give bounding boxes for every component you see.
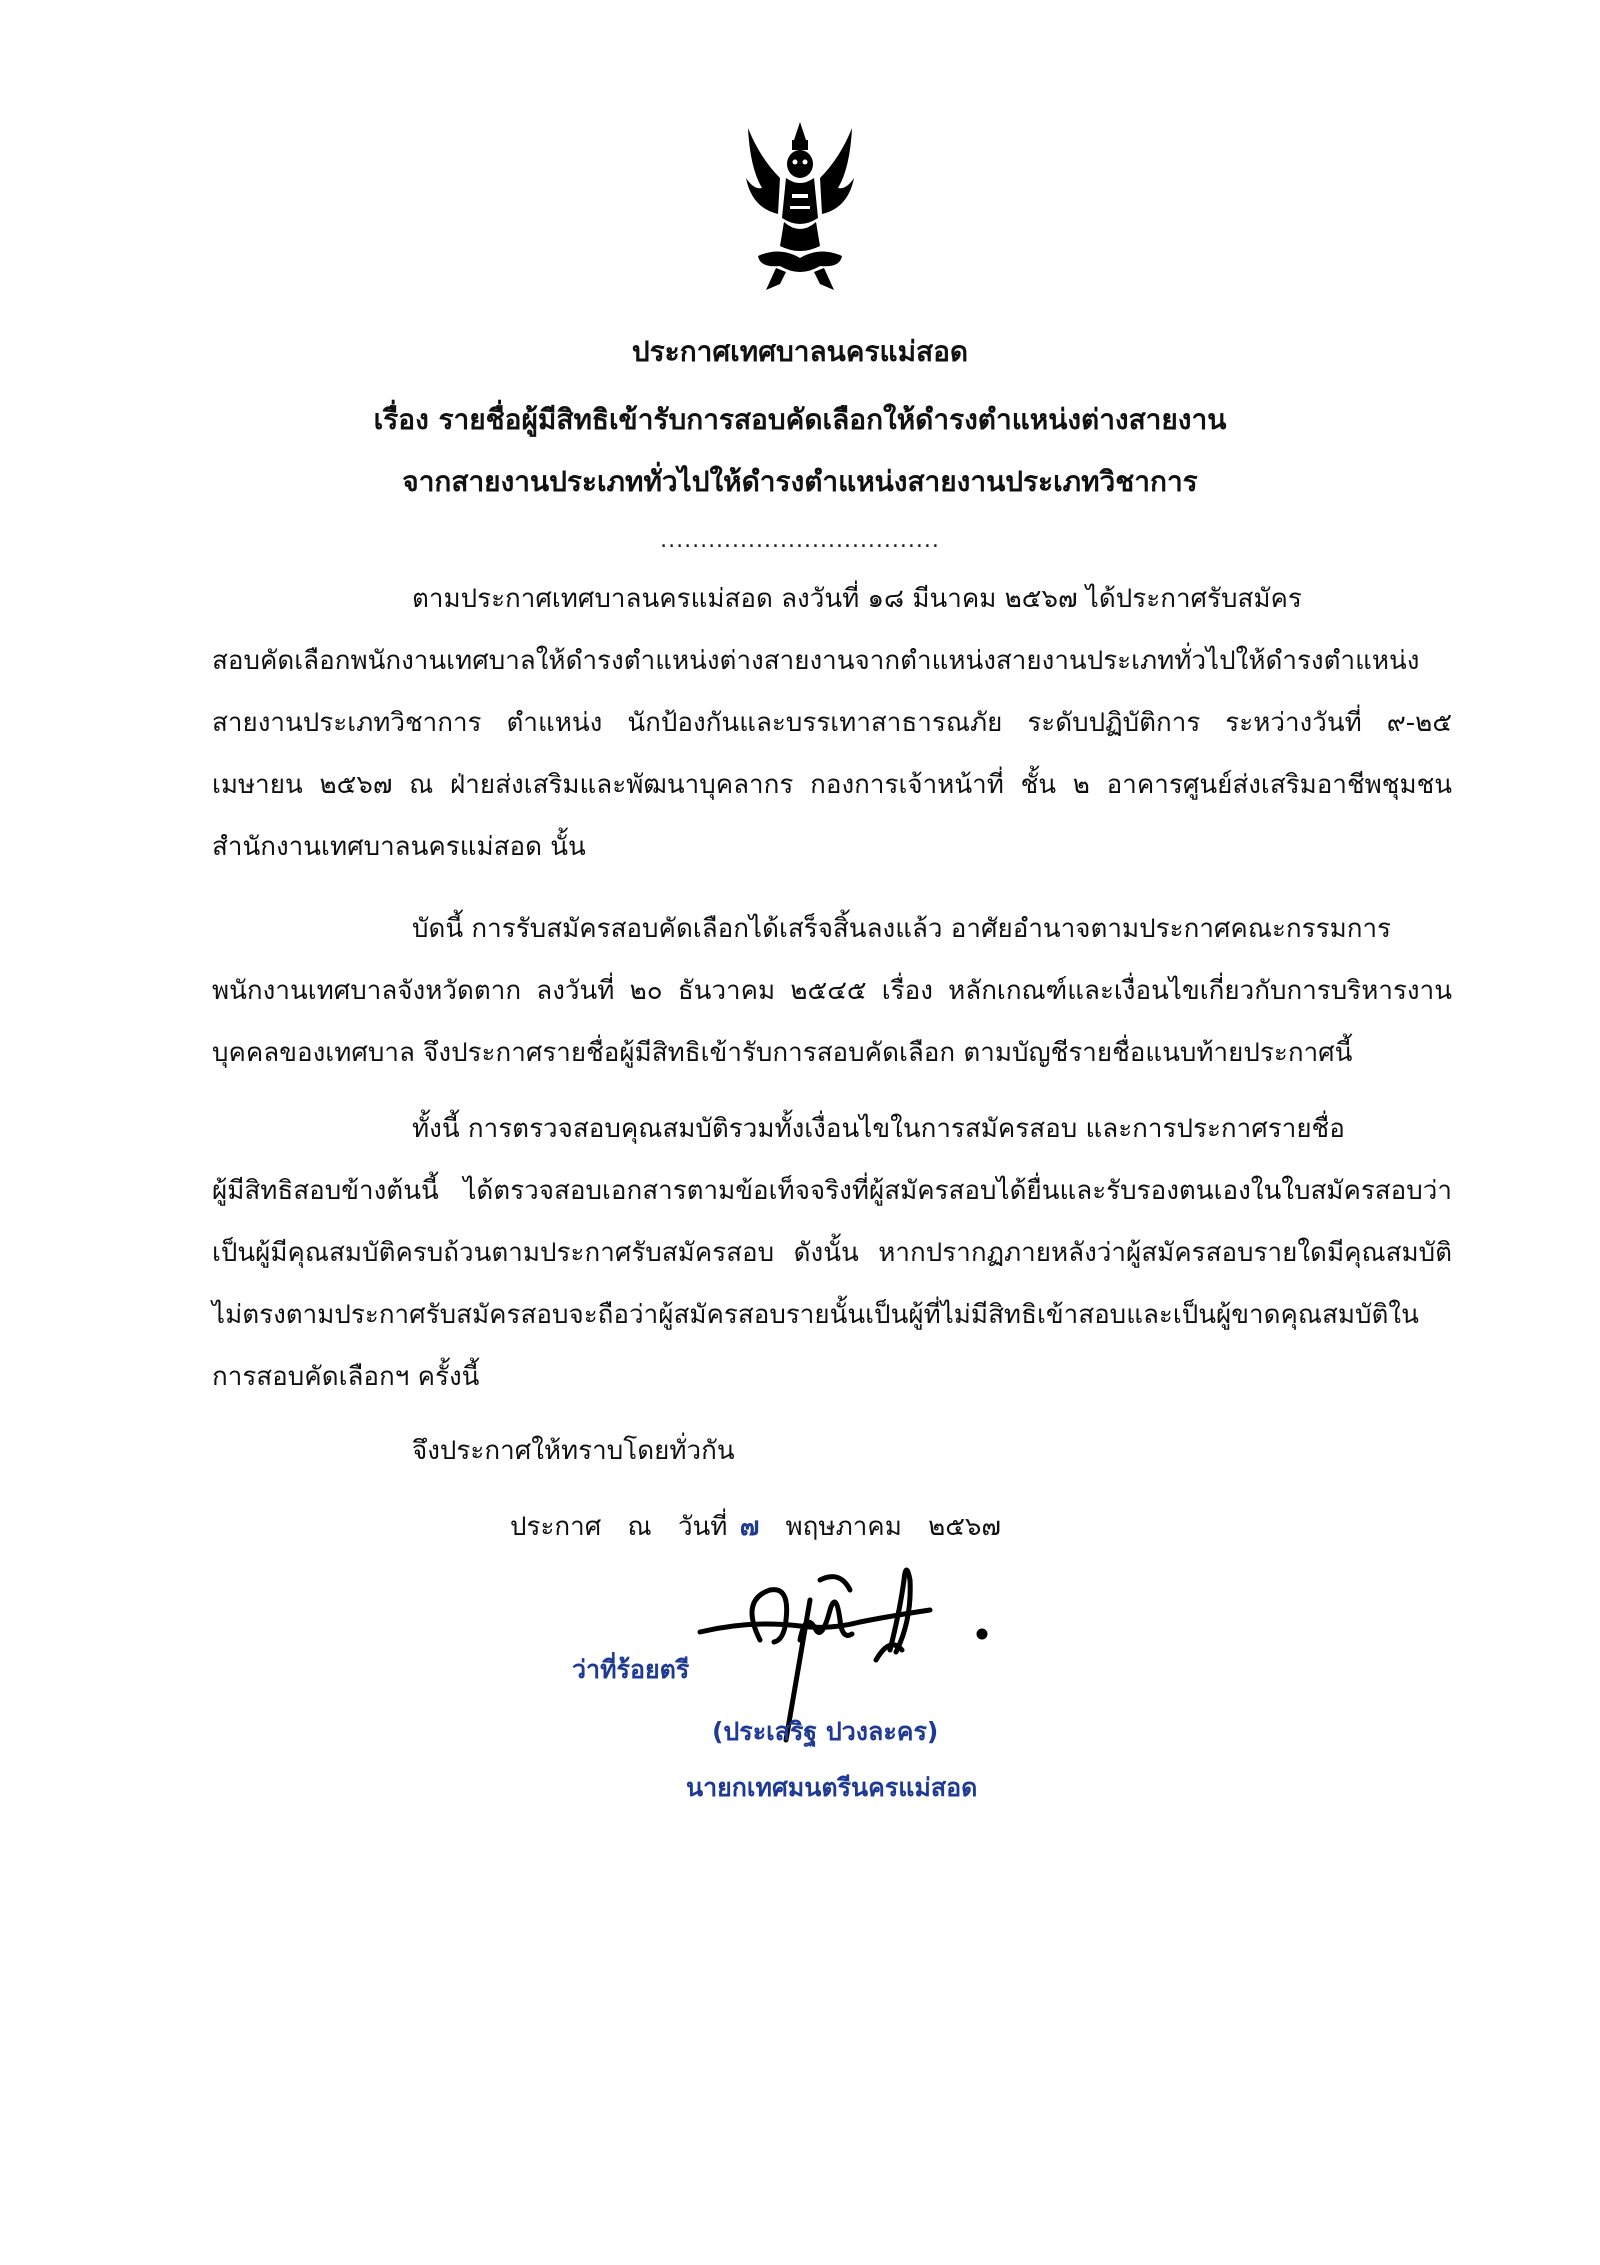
closing-statement: จึงประกาศให้ทราบโดยทั่วกัน (412, 1436, 735, 1466)
paragraph-background (212, 568, 1452, 878)
paragraph-background-text: สอบคัดเลือกพนักงานเทศบาลให้ดำรงตำแหน่งต่างสายงานจากตำแหน่งสายงานประเภททั่วไปให้ดำรงตำแหน่งสายงานประเภทวิชาการ ตำแหน่ง นักป้องกันและบรรเทาสาธารณภัย ระดับปฏิบัติการ ระหว่างวันที่ ๙-๒๕ เมษายน ๒๕๖๗ ณ ฝ่ายส่งเสริมและพัฒนาบุคลากร กองการเจ้าหน้าที่ ชั้น ๒ อาคารศูนย์ส่งเสริมอาชีพชุมชน สำนักงานเทศบาลนครแม่สอด นั้น (212, 646, 1452, 862)
paragraph-background-first-line: ตามประกาศเทศบาลนครแม่สอด ลงวันที่ ๑๘ มีนาคม ๒๕๖๗ ได้ประกาศรับสมัคร (412, 584, 1302, 614)
date-at: ณ (627, 1512, 652, 1542)
date-day-label: วันที่ (677, 1512, 728, 1542)
signatory-title: นายกเทศมนตรีนครแม่สอด (686, 1773, 978, 1802)
paragraph-announcement-first-line: บัดนี้ การรับสมัครสอบคัดเลือกได้เสร็จสิ้นลงแล้ว อาศัยอำนาจตามประกาศคณะกรรมการ (412, 914, 1392, 944)
paragraph-announcement (212, 898, 1452, 1084)
date-month: พฤษภาคม (785, 1512, 902, 1542)
paragraph-conditions-text: ผู้มีสิทธิสอบข้างต้นนี้ ได้ตรวจสอบเอกสารตามข้อเท็จจริงที่ผู้สมัครสอบได้ยื่นและรับรองตนเองในใบสมัครสอบว่าเป็นผู้มีคุณสมบัติครบถ้วนตามประกาศรับสมัครสอบ ดังนั้น หากปรากฏภายหลังว่าผู้สมัครสอบรายใดมีคุณสมบัติไม่ตรงตามประกาศรับสมัครสอบจะถือว่าผู้สมัครสอบรายนั้นเป็นผู้ที่ไม่มีสิทธิเข้าสอบและเป็นผู้ขาดคุณสมบัติในการสอบคัดเลือกฯ ครั้งนี้ (212, 1176, 1452, 1392)
paragraph-announcement-text: พนักงานเทศบาลจังหวัดตาก ลงวันที่ ๒๐ ธันวาคม ๒๕๔๕ เรื่อง หลักเกณฑ์และเงื่อนไขเกี่ยวกับการบริหารงานบุคคลของเทศบาล จึงประกาศรายชื่อผู้มีสิทธิเข้ารับการสอบคัดเลือก ตามบัญชีรายชื่อแนบท้ายประกาศนี้ (212, 976, 1452, 1068)
signatory-rank: ว่าที่ร้อยตรี (572, 1655, 690, 1684)
paragraph-conditions (212, 1098, 1452, 1408)
date-year: ๒๕๖๗ (928, 1512, 1001, 1542)
date-prefix: ประกาศ (510, 1512, 602, 1542)
garuda-emblem-icon (740, 118, 860, 293)
subject-line-continued: จากสายงานประเภททั่วไปให้ดำรงตำแหน่งสายงานประเภทวิชาการ (402, 465, 1198, 498)
date-day: ๗ (739, 1512, 760, 1542)
subject-line: เรื่อง รายชื่อผู้มีสิทธิเข้ารับการสอบคัดเลือกให้ดำรงตำแหน่งต่างสายงาน (373, 403, 1227, 436)
announcement-heading: ประกาศเทศบาลนครแม่สอด (631, 335, 969, 368)
separator-dots: ................................... (660, 528, 940, 553)
signatory-name: (ประเสริฐ ปวงละคร) (712, 1717, 939, 1746)
paragraph-conditions-first-line: ทั้งนี้ การตรวจสอบคุณสมบัติรวมทั้งเงื่อนไขในการสมัครสอบ และการประกาศรายชื่อ (412, 1114, 1345, 1144)
